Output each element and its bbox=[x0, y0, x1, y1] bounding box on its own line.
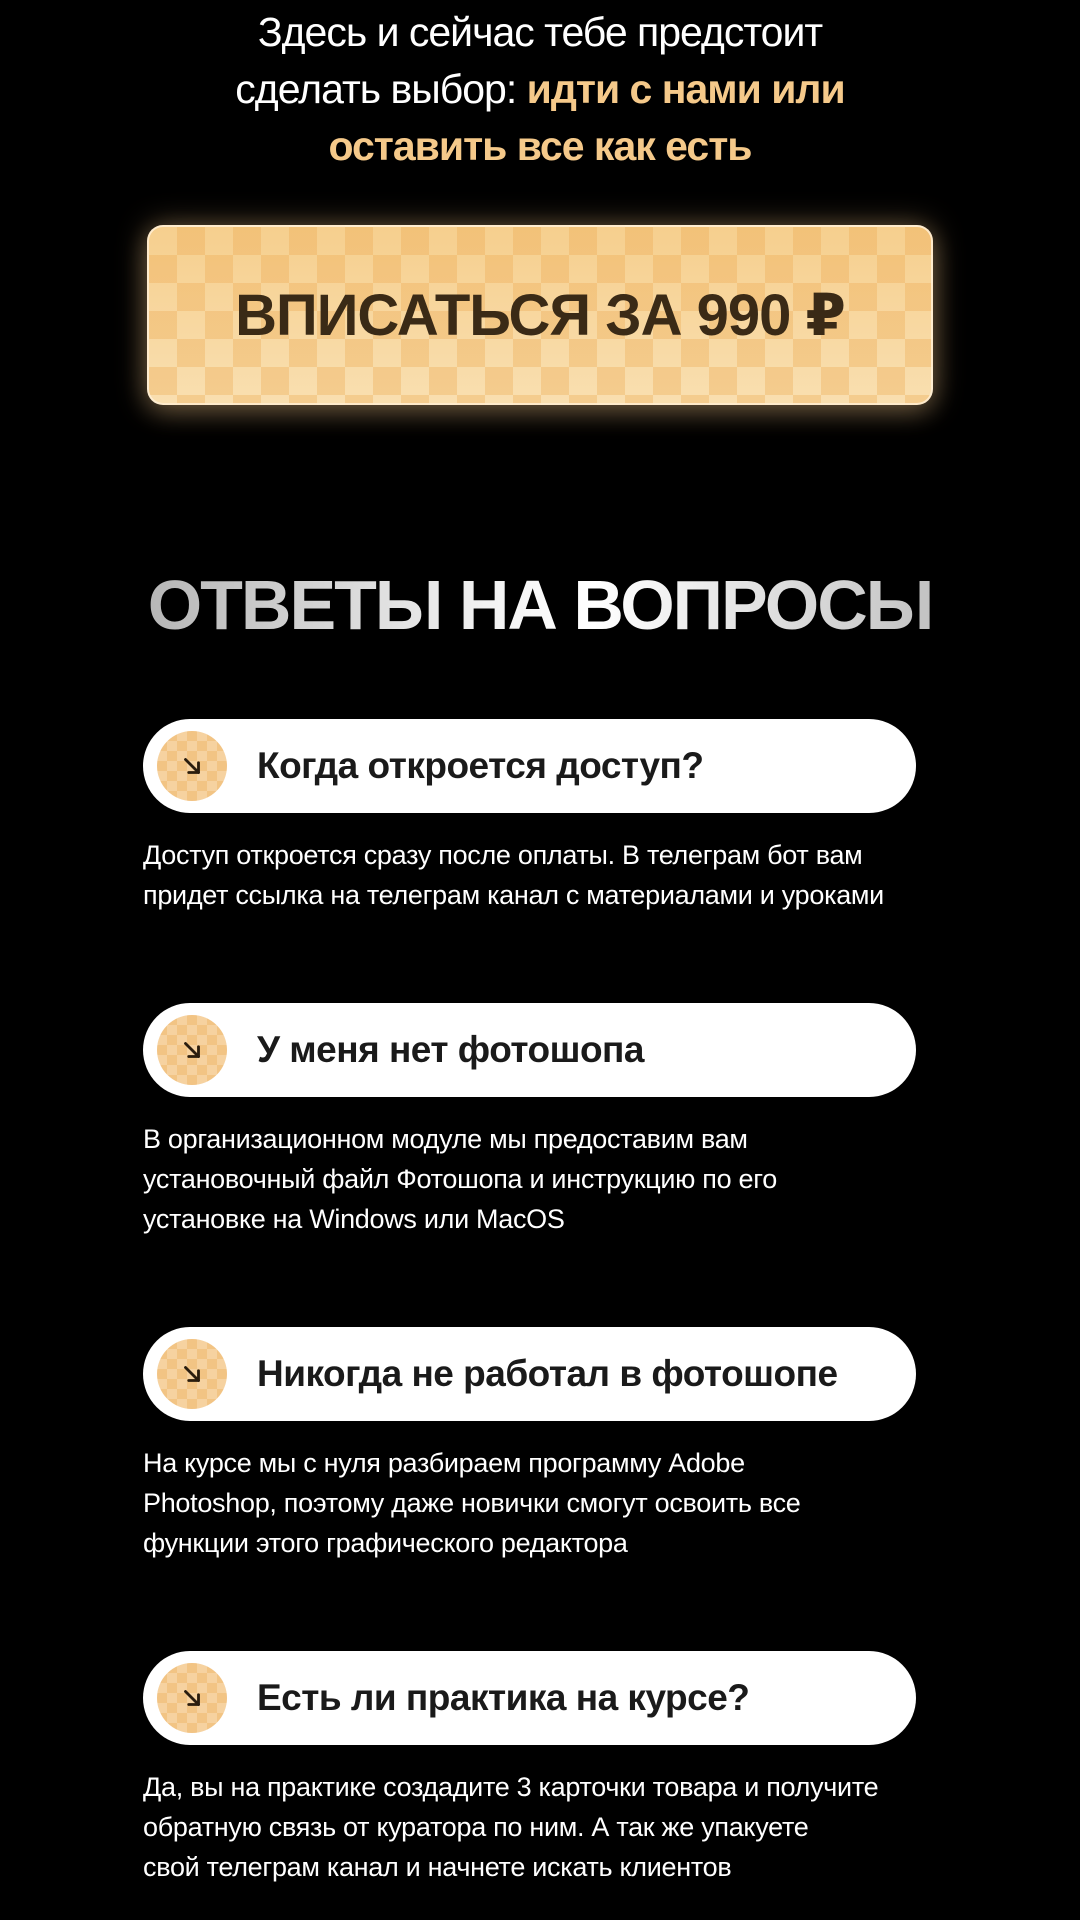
arrow-down-right-icon bbox=[157, 1015, 227, 1085]
enroll-button-label: ВПИСАТЬСЯ ЗА 990 ₽ bbox=[235, 283, 845, 348]
faq-answer-line: Да, вы на практике создадите 3 карточки товара и получите bbox=[143, 1772, 879, 1802]
arrow-down-right-icon bbox=[157, 1339, 227, 1409]
enroll-button[interactable] bbox=[147, 225, 933, 405]
faq-answer-line: Доступ откроется сразу после оплаты. В телеграм бот вам bbox=[143, 840, 863, 870]
faq-answer bbox=[143, 1119, 963, 1239]
faq-answer-line: В организационном модуле мы предоставим вам bbox=[143, 1124, 748, 1154]
faq-question-text: Когда откроется доступ? bbox=[257, 745, 704, 786]
faq-question-pill[interactable] bbox=[143, 719, 916, 813]
faq-answer-line: обратную связь от куратора по ним. А так же упакуете bbox=[143, 1812, 809, 1842]
faq-answer-line: Photoshop, поэтому даже новички смогут освоить все bbox=[143, 1488, 801, 1518]
intro-line-3-accent: оставить все как есть bbox=[328, 123, 752, 169]
intro-line-2-plain: сделать выбор: bbox=[235, 66, 527, 112]
arrow-down-right-icon bbox=[157, 731, 227, 801]
faq-item bbox=[143, 1327, 963, 1563]
arrow-down-right-icon bbox=[157, 1663, 227, 1733]
faq-answer-line: установочный файл Фотошопа и инструкцию по его bbox=[143, 1164, 777, 1194]
faq-answer-line: функции этого графического редактора bbox=[143, 1528, 628, 1558]
faq-item bbox=[143, 719, 963, 915]
faq-question-pill[interactable] bbox=[143, 1003, 916, 1097]
faq-question-text: У меня нет фотошопа bbox=[257, 1029, 644, 1070]
faq-answer bbox=[143, 1767, 963, 1887]
faq-question-text: Никогда не работал в фотошопе bbox=[257, 1353, 838, 1394]
intro-line-2 bbox=[0, 61, 1080, 118]
faq-answer-line: свой телеграм канал и начнете искать клиентов bbox=[143, 1852, 732, 1882]
faq-answer bbox=[143, 1443, 963, 1563]
faq-item bbox=[143, 1651, 963, 1887]
intro-text bbox=[0, 4, 1080, 175]
faq-question-pill[interactable] bbox=[143, 1327, 916, 1421]
faq-item bbox=[143, 1003, 963, 1239]
faq-answer bbox=[143, 835, 963, 915]
faq-answer-line: установке на Windows или MacOS bbox=[143, 1204, 565, 1234]
faq-question-text: Есть ли практика на курсе? bbox=[257, 1677, 750, 1718]
faq-question-pill[interactable] bbox=[143, 1651, 916, 1745]
faq-answer-line: На курсе мы с нуля разбираем программу Adobe bbox=[143, 1448, 745, 1478]
faq-section-title: ОТВЕТЫ НА ВОПРОСЫ bbox=[0, 560, 1080, 650]
intro-line-1: Здесь и сейчас тебе предстоит bbox=[257, 9, 823, 55]
faq-answer-line: придет ссылка на телеграм канал с материалами и уроками bbox=[143, 880, 884, 910]
intro-line-2-accent: идти с нами или bbox=[526, 66, 845, 112]
